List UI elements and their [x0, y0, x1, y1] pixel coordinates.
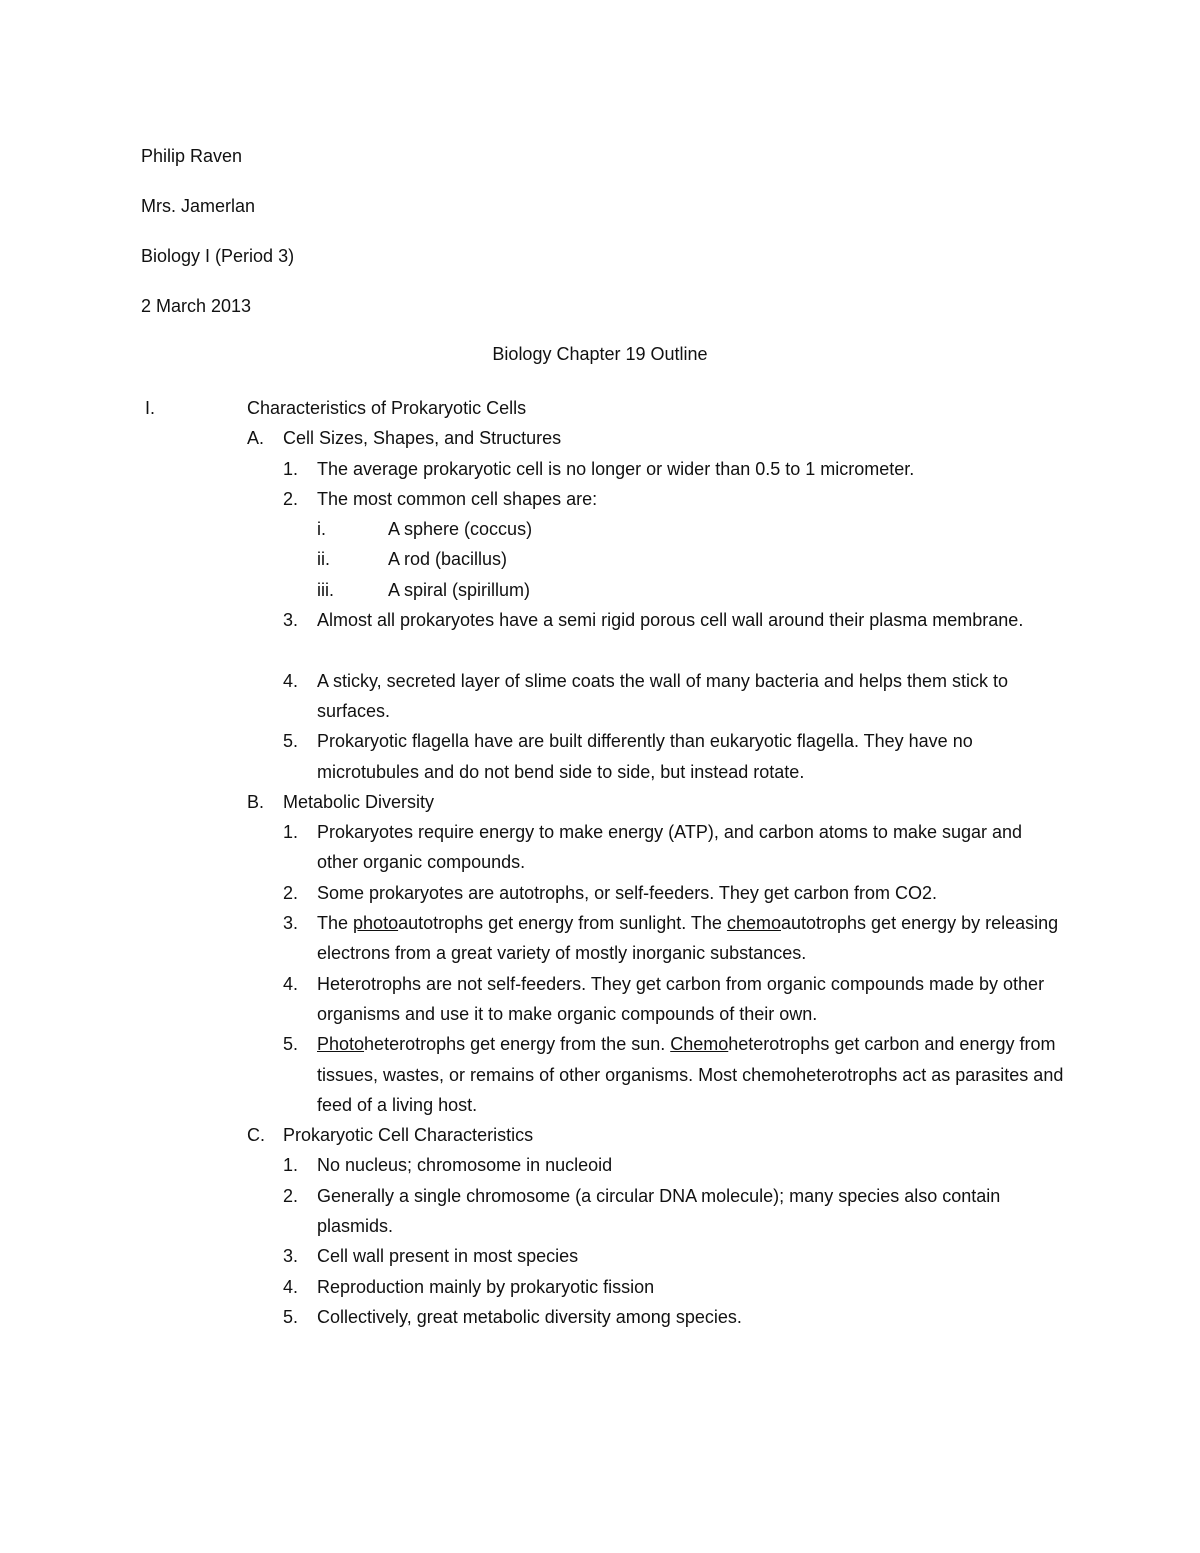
- list-number: 2.: [283, 1185, 299, 1206]
- document-date: 2 March 2013: [141, 296, 252, 316]
- list-item: [0, 1302, 1200, 1332]
- shape-text: A spiral (spirillum): [388, 579, 531, 600]
- underlined-prefix: Chemo: [670, 1034, 729, 1055]
- list-number: 4.: [283, 973, 299, 994]
- outline-marker: A.: [247, 428, 265, 449]
- outline-subsection-b: [0, 787, 1200, 817]
- list-item-text: Prokaryotes require energy to make energy (ATP), and carbon atoms to make sugar and other organic compounds.: [317, 822, 1023, 873]
- list-item: [0, 605, 1200, 666]
- underlined-prefix: photo: [353, 913, 399, 934]
- list-number: 5.: [283, 1306, 299, 1327]
- roman-numeral: iii.: [317, 579, 334, 600]
- list-item-text: A sticky, secreted layer of slime coats the wall of many bacteria and helps them stick to surfaces.: [317, 670, 1008, 721]
- outline-subsection-c: [0, 1120, 1200, 1150]
- section-heading: Characteristics of Prokaryotic Cells: [247, 398, 527, 418]
- course-name: Biology I (Period 3): [141, 246, 295, 266]
- list-item-text: [317, 1029, 1067, 1120]
- outline-subsection-a: [0, 423, 1200, 453]
- outline: [0, 393, 1200, 1332]
- list-number: 2.: [283, 882, 299, 903]
- student-name: Philip Raven: [141, 146, 243, 166]
- list-item-text: [317, 908, 1067, 969]
- list-number: 4.: [283, 1276, 299, 1297]
- document-title: Biology Chapter 19 Outline: [492, 344, 708, 364]
- list-item-text: Reproduction mainly by prokaryotic fission: [317, 1276, 655, 1297]
- shape-item: [0, 575, 1200, 605]
- list-item-text: Heterotrophs are not self-feeders. They get carbon from organic compounds made by other organisms and use it to make organic compounds of their own.: [317, 973, 1045, 1024]
- list-number: 1.: [283, 1155, 299, 1176]
- list-item: [0, 454, 1200, 484]
- underlined-prefix: Photo: [317, 1034, 365, 1055]
- outline-section-i: [0, 393, 1200, 423]
- shape-text: A rod (bacillus): [388, 549, 508, 570]
- list-item: [0, 1272, 1200, 1302]
- list-item-text: Cell wall present in most species: [317, 1246, 579, 1267]
- list-number: 3.: [283, 913, 299, 934]
- list-item-text: Some prokaryotes are autotrophs, or self-feeders. They get carbon from CO2.: [317, 882, 937, 903]
- text-segment: heterotrophs get energy from the sun.: [364, 1034, 671, 1055]
- roman-numeral: ii.: [317, 549, 330, 570]
- list-number: 2.: [283, 488, 299, 509]
- list-item: [0, 666, 1200, 727]
- list-number: 4.: [283, 670, 299, 691]
- subsection-heading: Metabolic Diversity: [283, 791, 435, 812]
- list-number: 5.: [283, 1034, 299, 1055]
- list-number: 3.: [283, 610, 299, 631]
- list-item-text: The average prokaryotic cell is no longer or wider than 0.5 to 1 micrometer.: [317, 458, 915, 479]
- list-number: 3.: [283, 1246, 299, 1267]
- text-segment: autotrophs get energy from sunlight. The: [398, 913, 727, 934]
- text-segment: autotrophs get energy by releasing electrons from a great variety of mostly inorganic substances.: [317, 913, 1059, 964]
- list-item-text: Prokaryotic flagella have are built differently than eukaryotic flagella. They have no microtubules and do not bend side to side, but instead rotate.: [317, 731, 973, 782]
- list-item-text: No nucleus; chromosome in nucleoid: [317, 1155, 613, 1176]
- outline-marker: I.: [145, 398, 156, 418]
- outline-marker: B.: [247, 791, 265, 812]
- list-item: [0, 1150, 1200, 1180]
- teacher-name: Mrs. Jamerlan: [141, 196, 256, 216]
- list-item: [0, 1029, 1200, 1120]
- list-number: 1.: [283, 458, 299, 479]
- text-segment: heterotrophs get carbon and energy from tissues, wastes, or remains of other organisms. Most chemoheterotrophs act as parasites and feed of a living host.: [317, 1034, 1064, 1115]
- list-item: [0, 878, 1200, 908]
- list-item-text: Collectively, great metabolic diversity among species.: [317, 1306, 742, 1327]
- subsection-heading: Cell Sizes, Shapes, and Structures: [283, 428, 562, 449]
- shape-item: [0, 514, 1200, 544]
- list-item: [0, 817, 1200, 878]
- list-item-text: Almost all prokaryotes have a semi rigid porous cell wall around their plasma membrane.: [317, 610, 1024, 631]
- list-item-text: The most common cell shapes are:: [317, 488, 598, 509]
- text-segment: The: [317, 913, 354, 934]
- subsection-heading: Prokaryotic Cell Characteristics: [283, 1125, 534, 1146]
- shape-text: A sphere (coccus): [388, 519, 533, 540]
- shape-item: [0, 544, 1200, 574]
- roman-numeral: i.: [317, 519, 326, 540]
- list-item: [0, 726, 1200, 787]
- list-number: 5.: [283, 731, 299, 752]
- list-item-text: Generally a single chromosome (a circular DNA molecule); many species also contain plasmids.: [317, 1185, 1001, 1237]
- list-number: 1.: [283, 822, 299, 843]
- outline-marker: C.: [247, 1125, 265, 1146]
- list-item: [0, 1181, 1200, 1242]
- list-item: [0, 908, 1200, 969]
- list-item: [0, 1241, 1200, 1271]
- list-item: [0, 969, 1200, 1030]
- list-item: [0, 484, 1200, 514]
- underlined-prefix: chemo: [726, 913, 781, 934]
